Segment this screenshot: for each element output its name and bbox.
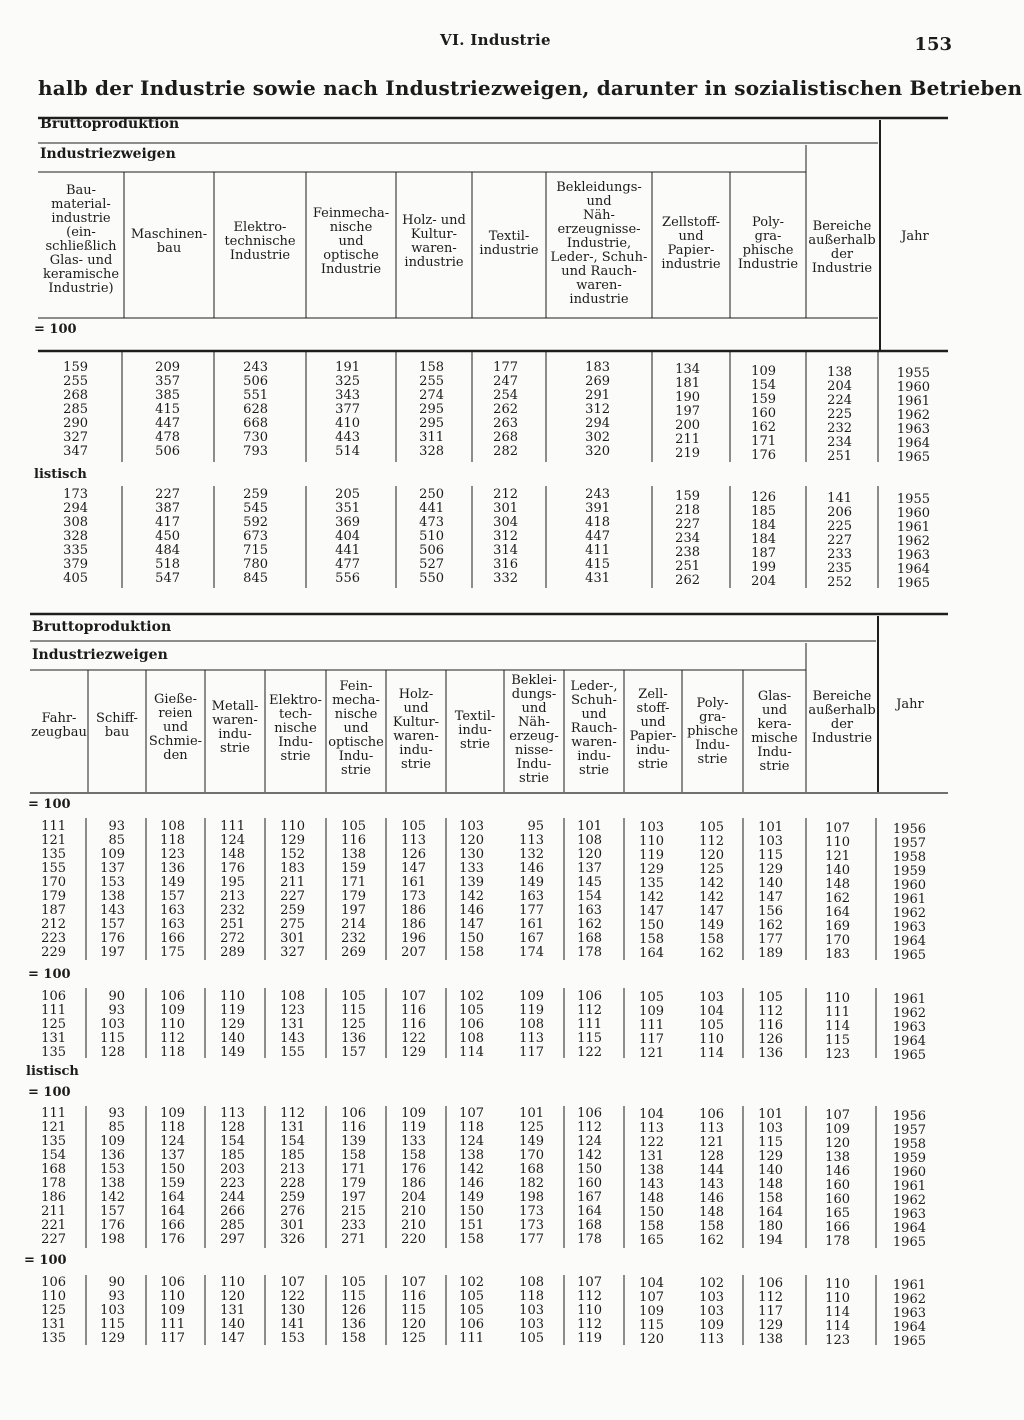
- top-b1-col-3: 191 325 343 377 410 443 514: [335, 360, 360, 459]
- top-b1-col-8: 109 154 159 160 162 171 176: [751, 364, 776, 463]
- bottom-b3-col-8: 101 125 149 170 168 182 198 173 173 177: [519, 1106, 544, 1247]
- top-col-header-holz: Holz- und Kultur- waren- industrie: [402, 213, 466, 270]
- bottom-b4-col-10: 104 107 109 115 120: [639, 1276, 664, 1347]
- top-b1-col-2: 243 506 551 628 668 730 793: [243, 360, 268, 459]
- top-b1-col-6: 183 269 291 312 294 302 320: [585, 360, 610, 459]
- bottom-b3-col-11: 106 113 121 128 144 143 146 148 158 162: [699, 1107, 724, 1248]
- bottom-b3-col-7: 107 118 124 138 142 146 149 150 151 158: [459, 1106, 484, 1247]
- top-b1-col-9: 138 204 224 225 232 234 251: [827, 365, 852, 464]
- bottom-b2-col-10: 105 109 111 117 121: [639, 990, 664, 1061]
- top-col-header-textil: Textil- industrie: [479, 229, 539, 258]
- bottom-b2-col-7: 102 105 106 108 114: [459, 989, 484, 1060]
- bottom-b4-col-6: 107 116 115 120 125: [401, 1275, 426, 1346]
- bottom-section-label: listisch: [26, 1064, 79, 1079]
- bottom-base-label-1: = 100: [28, 797, 71, 812]
- bottom-b1-col-13: 107 110 121 140 148 162 164 169 170 183: [825, 821, 850, 962]
- bottom-b4-col-7: 102 105 105 106 111: [459, 1275, 484, 1346]
- top-b2-col-0: 173 294 308 328 335 379 405: [63, 487, 88, 586]
- top-b2-col-5: 212 301 304 312 314 316 332: [493, 487, 518, 586]
- bottom-b1-col-5: 105 116 138 159 171 179 197 214 232 269: [341, 819, 366, 960]
- bottom-b4-col-0: 106 110 125 131 135: [41, 1275, 66, 1346]
- bottom-b1-col-12: 101 103 115 129 140 147 156 162 177 189: [758, 820, 783, 961]
- bottom-b4-col-13: 110 110 114 114 123: [825, 1277, 850, 1348]
- bottom-b1-col-0: 111 121 135 155 170 179 187 212 223 229: [41, 819, 66, 960]
- bottom-col-header-leder: Leder-, Schuh- und Rauch- waren- indu- strie: [570, 679, 618, 778]
- top-b2-col-7: 159 218 227 234 238 251 262: [675, 489, 700, 588]
- bottom-b3-col-14: 1956 1957 1958 1959 1960 1961 1962 1963 1964 1965: [892, 1109, 926, 1250]
- top-b2-col-9: 141 206 225 227 233 235 252: [827, 491, 852, 590]
- bottom-b1-col-14: 1956 1957 1958 1959 1960 1961 1962 1963 1964 1965: [892, 822, 926, 963]
- top-col-header-bekleidung: Bekleidungs- und Näh- erzeugnisse- Industrie, Leder-, Schuh- und Rauch- waren- industrie: [550, 180, 648, 307]
- page-number: 153: [914, 34, 952, 55]
- bottom-col-header-metallwaren: Metall- waren- indu- strie: [211, 699, 259, 756]
- top-b1-col-7: 134 181 190 197 200 211 219: [675, 362, 700, 461]
- bottom-col-header-polygraphie: Poly- gra- phische Indu- strie: [687, 696, 738, 767]
- top-b2-col-1: 227 387 417 450 484 518 547: [155, 487, 180, 586]
- top-b2-col-8: 126 185 184 184 187 199 204: [751, 490, 776, 589]
- bottom-label-production: Bruttoproduktion: [32, 619, 172, 635]
- bottom-col-header-jahr: Jahr: [896, 697, 924, 712]
- bottom-b2-col-12: 105 112 116 126 136: [758, 990, 783, 1061]
- top-col-header-polygraphie: Poly- gra- phische Industrie: [737, 215, 799, 272]
- top-b2-col-6: 243 391 418 447 411 415 431: [585, 487, 610, 586]
- bottom-b2-col-8: 109 119 108 113 117: [519, 989, 544, 1060]
- top-b2-col-2: 259 545 592 673 715 780 845: [243, 487, 268, 586]
- top-col-header-jahr: Jahr: [901, 229, 929, 244]
- bottom-b1-col-6: 105 113 126 147 161 173 186 186 196 207: [401, 819, 426, 960]
- bottom-b4-col-5: 105 115 126 136 158: [341, 1275, 366, 1346]
- bottom-b1-col-8: 95 113 132 146 149 163 177 161 167 174: [519, 819, 544, 960]
- bottom-b3-col-9: 106 112 124 142 150 160 167 164 168 178: [577, 1106, 602, 1247]
- bottom-b2-col-0: 106 111 125 131 135: [41, 989, 66, 1060]
- bottom-b1-col-9: 101 108 120 137 145 154 163 162 168 178: [577, 819, 602, 960]
- bottom-b3-col-0: 111 121 135 154 168 178 186 211 221 227: [41, 1106, 66, 1247]
- page-title: halb der Industrie sowie nach Industriezweigen, darunter in sozialistischen Betrieben: [38, 76, 1023, 100]
- bottom-b2-col-4: 108 123 131 143 155: [280, 989, 305, 1060]
- top-b2-col-10: 1955 1960 1961 1962 1963 1964 1965: [896, 492, 930, 591]
- running-header: VI. Industrie: [440, 31, 551, 49]
- top-col-header-zellstoff: Zellstoff- und Papier- industrie: [661, 215, 721, 272]
- bottom-b4-col-2: 106 110 109 111 117: [160, 1275, 185, 1346]
- bottom-b2-col-6: 107 116 116 122 129: [401, 989, 426, 1060]
- bottom-b4-col-14: 1961 1962 1963 1964 1965: [892, 1278, 926, 1349]
- top-col-header-feinmechanik: Feinmecha- nische und optische Industrie: [312, 206, 390, 277]
- top-b2-col-3: 205 351 369 404 441 477 556: [335, 487, 360, 586]
- bottom-b4-col-8: 108 118 103 103 105: [519, 1275, 544, 1346]
- bottom-b3-col-2: 109 118 124 137 150 159 164 164 166 176: [160, 1106, 185, 1247]
- top-b2-col-4: 250 441 473 510 506 527 550: [419, 487, 444, 586]
- bottom-col-header-schiffbau: Schiff- bau: [96, 711, 138, 740]
- top-label-branches: Industriezweigen: [40, 146, 176, 162]
- top-col-header-maschinenbau: Maschinen- bau: [130, 227, 208, 256]
- top-b1-col-4: 158 255 274 295 295 311 328: [419, 360, 444, 459]
- bottom-b2-col-5: 105 115 125 136 157: [341, 989, 366, 1060]
- bottom-b2-col-2: 106 109 110 112 118: [160, 989, 185, 1060]
- bottom-b3-col-4: 112 131 154 185 213 228 259 276 301 326: [280, 1106, 305, 1247]
- bottom-col-header-bekleidung: Beklei- dungs- und Näh- erzeug- nisse- Indu- strie: [509, 673, 559, 786]
- bottom-b1-col-3: 111 124 148 176 195 213 232 251 272 289: [220, 819, 245, 960]
- top-base-label: = 100: [34, 322, 77, 337]
- bottom-b1-col-4: 110 129 152 183 211 227 259 275 301 327: [280, 819, 305, 960]
- top-col-header-bereiche: Bereiche außerhalb der Industrie: [808, 219, 876, 276]
- bottom-col-header-fahrzeugbau: Fahr- zeugbau: [31, 711, 87, 740]
- bottom-b3-col-6: 109 119 133 158 176 186 204 210 210 220: [401, 1106, 426, 1247]
- top-section-label: listisch: [34, 467, 87, 482]
- bottom-col-header-bereiche: Bereiche außerhalb der Industrie: [808, 689, 876, 746]
- bottom-b3-col-3: 113 128 154 185 203 223 244 266 285 297: [220, 1106, 245, 1247]
- bottom-col-header-zellstoff: Zell- stoff- und Papier- indu- strie: [629, 687, 677, 772]
- bottom-b1-col-2: 108 118 123 136 149 157 163 163 166 175: [160, 819, 185, 960]
- bottom-b4-col-3: 110 120 131 140 147: [220, 1275, 245, 1346]
- bottom-b4-col-9: 107 112 110 112 119: [577, 1275, 602, 1346]
- top-b1-col-10: 1955 1960 1961 1962 1963 1964 1965: [896, 366, 930, 465]
- bottom-base-label-4: = 100: [24, 1253, 67, 1268]
- bottom-b2-col-14: 1961 1962 1963 1964 1965: [892, 992, 926, 1063]
- bottom-b1-col-10: 103 110 119 129 135 142 147 150 158 164: [639, 820, 664, 961]
- bottom-col-header-feinmechanik: Fein- mecha- nische und optische Indu- strie: [328, 679, 384, 778]
- bottom-b1-col-1: 93 85 109 137 153 138 143 157 176 197: [100, 819, 125, 960]
- top-col-header-elektro: Elektro- technische Industrie: [224, 220, 296, 263]
- top-b1-col-1: 209 357 385 415 447 478 506: [155, 360, 180, 459]
- top-label-production: Bruttoproduktion: [40, 116, 180, 132]
- bottom-label-branches: Industriezweigen: [32, 647, 168, 663]
- bottom-col-header-elektro: Elektro- tech- nische Indu- strie: [269, 693, 322, 764]
- bottom-b4-col-4: 107 122 130 141 153: [280, 1275, 305, 1346]
- bottom-b1-col-11: 105 112 120 125 142 142 147 149 158 162: [699, 820, 724, 961]
- bottom-b3-col-12: 101 103 115 129 140 148 158 164 180 194: [758, 1107, 783, 1248]
- bottom-b4-col-12: 106 112 117 129 138: [758, 1276, 783, 1347]
- top-col-header-baumaterial: Bau- material- industrie (ein- schließlich Glas- und keramische Industrie): [42, 183, 120, 296]
- bottom-b2-col-11: 103 104 105 110 114: [699, 990, 724, 1061]
- bottom-b3-col-13: 107 109 120 138 146 160 160 165 166 178: [825, 1108, 850, 1249]
- bottom-col-header-textil: Textil- indu- strie: [454, 709, 496, 752]
- bottom-b2-col-1: 90 93 103 115 128: [100, 989, 125, 1060]
- bottom-b3-col-10: 104 113 122 131 138 143 148 150 158 165: [639, 1107, 664, 1248]
- bottom-b3-col-5: 106 116 139 158 171 179 197 215 233 271: [341, 1106, 366, 1247]
- top-b1-col-5: 177 247 254 262 263 268 282: [493, 360, 518, 459]
- bottom-col-header-glas: Glas- und kera- mische Indu- strie: [751, 689, 798, 774]
- top-b1-col-0: 159 255 268 285 290 327 347: [63, 360, 88, 459]
- bottom-b4-col-1: 90 93 103 115 129: [100, 1275, 125, 1346]
- bottom-col-header-holz: Holz- und Kultur- waren- indu- strie: [392, 687, 440, 772]
- bottom-base-label-3: = 100: [28, 1085, 71, 1100]
- bottom-b3-col-1: 93 85 109 136 153 138 142 157 176 198: [100, 1106, 125, 1247]
- bottom-b4-col-11: 102 103 103 109 113: [699, 1276, 724, 1347]
- bottom-b2-col-13: 110 111 114 115 123: [825, 991, 850, 1062]
- bottom-b1-col-7: 103 120 130 133 139 142 146 147 150 158: [459, 819, 484, 960]
- bottom-b2-col-9: 106 112 111 115 122: [577, 989, 602, 1060]
- bottom-b2-col-3: 110 119 129 140 149: [220, 989, 245, 1060]
- bottom-col-header-giessereien: Gieße- reien und Schmie- den: [148, 692, 203, 763]
- bottom-base-label-2: = 100: [28, 967, 71, 982]
